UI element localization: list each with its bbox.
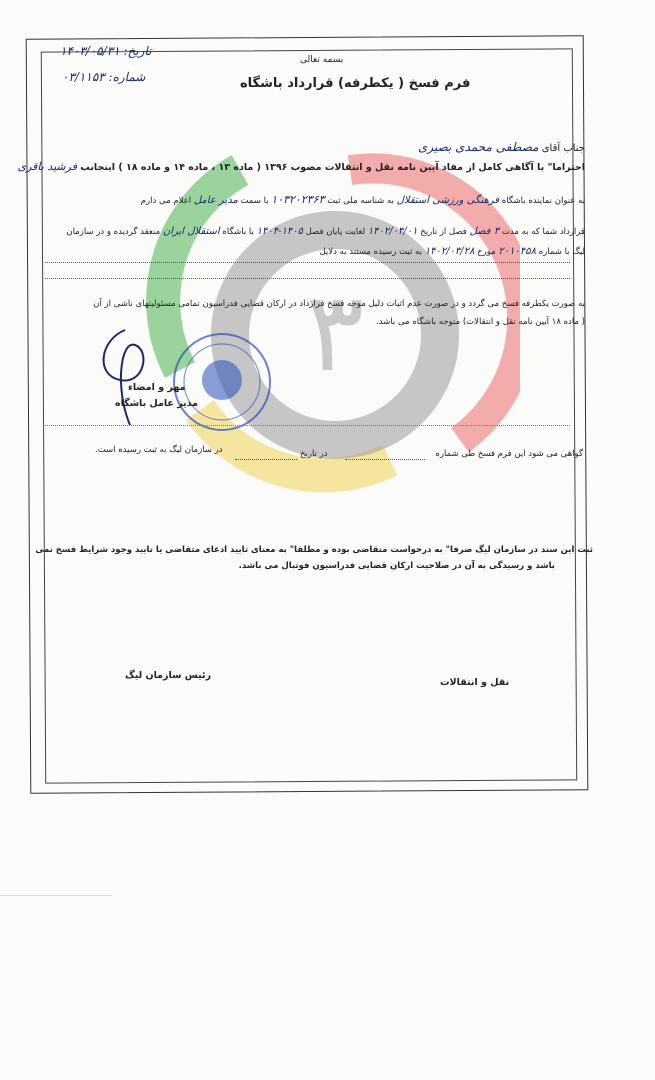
national-id: ۱۰۳۲۰۲۳۶۳ bbox=[271, 193, 325, 206]
body-line-1 bbox=[17, 160, 585, 173]
addressee-name: مصطفی محمدی بصیری bbox=[417, 140, 539, 154]
line3-b: فصل از تاریخ bbox=[420, 227, 467, 237]
body-line-2 bbox=[65, 190, 585, 211]
blank-line-2 bbox=[45, 278, 570, 279]
number-value: ۰۳/۱۱۵۳ bbox=[62, 70, 105, 84]
line4-c: به ثبت رسیده مستند به دلایل bbox=[319, 247, 422, 257]
cert-date-blank bbox=[235, 459, 297, 460]
duration-value: ۳ فصل bbox=[469, 226, 500, 237]
line2-c: با سمت bbox=[240, 196, 269, 206]
form-title: فرم فسخ ( یکطرفه) قرارداد باشگاه bbox=[240, 76, 471, 91]
signer-name: فرشید باقری bbox=[17, 160, 77, 173]
league-head-signature-label: رئیس سازمان لیگ bbox=[125, 670, 212, 681]
separator-line bbox=[45, 425, 570, 426]
line3-e: منعقد گردیده و در bbox=[96, 227, 161, 237]
addressee-label: جناب آقای bbox=[541, 143, 585, 154]
line3-a: قرارداد شما که به مدت bbox=[501, 227, 585, 237]
line2-d: اعلام می دارم bbox=[140, 196, 192, 206]
line3-c: لغایت پایان فصل bbox=[305, 227, 366, 237]
addressee-line bbox=[418, 140, 585, 154]
reg-number-value: ۲۰۱۰۴۵۸ bbox=[498, 246, 536, 257]
line4-b: مورخ bbox=[477, 247, 496, 257]
position-value: مدیر عامل bbox=[193, 195, 238, 206]
certification-c: در سازمان لیگ به ثبت رسیده است. bbox=[95, 445, 223, 455]
blank-line-1 bbox=[45, 262, 570, 263]
notice-line-1: ثبت این سند در سازمان لیگ صرفا" به درخواست متقاضی بوده و مطلقا" به معنای تایید ادعای متقاضی یا تایید وجود شرایط فسخ نمی bbox=[35, 545, 593, 555]
end-season-value: ۱۴۰۵-۱۴۰۴ bbox=[256, 226, 303, 237]
line3-d: با باشگاه bbox=[222, 227, 254, 237]
ceo-role-label: مدیر عامل باشگاه bbox=[115, 398, 199, 409]
number-field bbox=[62, 70, 145, 84]
invocation-text: بسمه تعالی bbox=[300, 55, 344, 65]
number-label: شماره: bbox=[108, 70, 146, 84]
club-name-2: استقلال ایران bbox=[162, 226, 220, 237]
start-date-value: ۱۴۰۲/۰۴/۰۱ bbox=[367, 226, 418, 237]
transfers-signature-label: نقل و انتقالات bbox=[440, 677, 510, 688]
line5-text: به صورت یکطرفه فسخ می گردد و در صورت عدم اثبات دلیل موجه فسخ قرارداد در ارکان قضایی فدراسیون تمامی مسئولیتهای ناشی از آن bbox=[93, 299, 585, 309]
line2-b: به شناسه ملی ثبت bbox=[327, 196, 394, 206]
notice-line-2: باشد و رسیدگی به آن در صلاحیت ارکان قضایی فدراسیون فوتبال می باشد. bbox=[238, 561, 555, 571]
date-field bbox=[60, 44, 151, 58]
date-value: ۱۴۰۳/۰۵/۳۱ bbox=[60, 44, 120, 58]
line1-text: احتراما" با آگاهی کامل از مفاد آیین نامه نقل و انتقالات مصوب ۱۳۹۶ ( ماده ۱۳ ، ماده ۱۴ و ماده ۱۸ ) اینجانب bbox=[80, 162, 585, 173]
body-line-3 bbox=[55, 222, 585, 262]
line4-a: سازمان لیگ با شماره bbox=[66, 227, 585, 257]
reg-date-value: ۱۴۰۲/۰۳/۲۸ bbox=[424, 246, 475, 257]
club-name: فرهنگی ورزشی استقلال bbox=[396, 195, 500, 206]
svg-text:۳: ۳ bbox=[305, 268, 365, 396]
cert-number-blank bbox=[345, 459, 425, 460]
line2-a: به عنوان نماینده باشگاه bbox=[501, 196, 585, 206]
certification-b: در تاریخ bbox=[300, 449, 328, 459]
body-line-6: ( ماده ۱۸ آیین نامه نقل و انتقالات) متوجه باشگاه می باشد. bbox=[376, 317, 585, 327]
date-label: تاریخ: bbox=[123, 44, 152, 58]
stamp-label: مهر و امضاء bbox=[128, 382, 186, 393]
scan-edge-line bbox=[0, 895, 112, 896]
certification-a: گواهی می شود این فرم فسخ طی شماره bbox=[435, 449, 583, 459]
body-line-5 bbox=[55, 296, 585, 313]
inner-border bbox=[41, 48, 577, 783]
